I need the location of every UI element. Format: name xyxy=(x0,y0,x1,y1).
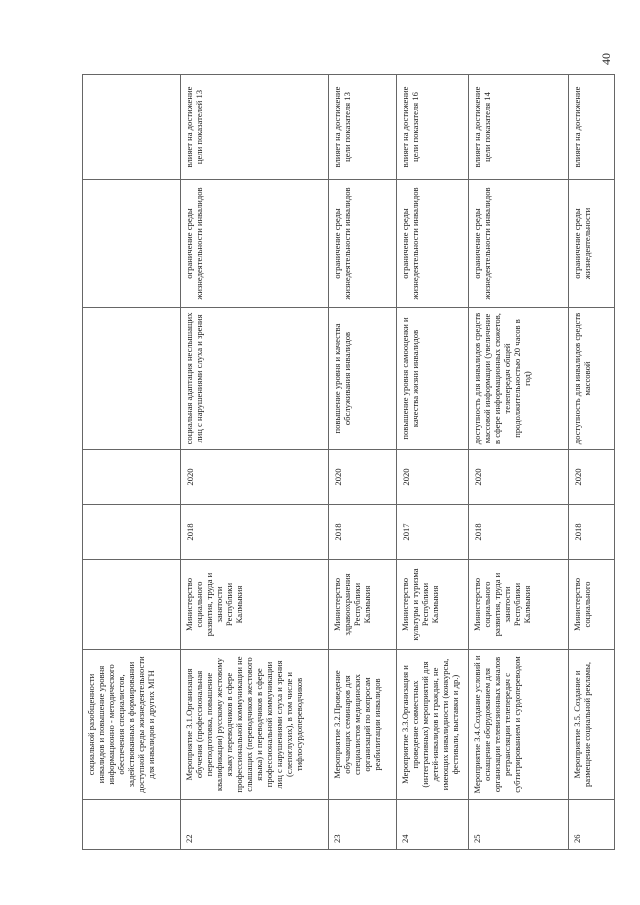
indicator-cell: влияет на достижение цели показателя 16 xyxy=(397,75,469,180)
program-events-table xyxy=(82,74,615,850)
event-cell: Мероприятие 3.1.Организация обучения (профессиональная переподготовка, повышение квалификации) русскому жестовому языку переводчиков в сфере профессиональной коммуникации не слышащих (переводчиков жестового языка) и переводчиков в сфере профессиональной коммуникации лиц с нарушениями слуха и зрения (слепоглухих), в том числе и тифлосурдопереводчиков xyxy=(181,650,329,800)
consequence-cell: ограничение среды жизнедеятельности инвалидов xyxy=(469,180,569,308)
end-year-cell: 2020 xyxy=(397,450,469,505)
result-cell: доступность для инвалидов средств массовой информации (увеличение в сфере информационных сюжетов, телепередач общей продолжительностью 20 часов в год) xyxy=(469,308,569,450)
result-cell: повышение уровня самооценки и качества жизни инвалидов xyxy=(397,308,469,450)
end-year-cell: 2020 xyxy=(181,450,329,505)
end-year-cell xyxy=(83,450,181,505)
table-row-continuation xyxy=(83,75,181,850)
event-cell: Мероприятие 3.3.Организация и проведение совместных (интегративных) мероприятий для детей-инвалидов и граждан, не имеющих инвалидности (конкурсы, фестивали, выставки и др.) xyxy=(397,650,469,800)
indicator-cell: влияет на достижение цели показателя 13 xyxy=(329,75,397,180)
start-year-cell: 2018 xyxy=(569,505,615,560)
start-year-cell xyxy=(83,505,181,560)
row-number: 26 xyxy=(569,800,615,850)
executor-cell: Министерство культуры и туризма Республики Калмыкия xyxy=(397,560,469,650)
row-number: 23 xyxy=(329,800,397,850)
indicator-cell xyxy=(83,75,181,180)
indicator-cell: влияет на достижение xyxy=(569,75,615,180)
indicator-cell: влияет на достижение цели показателя 14 xyxy=(469,75,569,180)
row-number: 24 xyxy=(397,800,469,850)
event-cell: Мероприятие 3.2.Проведение обучающих семинаров для специалистов медицинских организаций по вопросам реабилитации инвалидов xyxy=(329,650,397,800)
table-row xyxy=(569,75,615,850)
executor-cell: Министерство здравоохранения Республики Калмыкия xyxy=(329,560,397,650)
start-year-cell: 2017 xyxy=(397,505,469,560)
start-year-cell: 2018 xyxy=(329,505,397,560)
page-number: 40 xyxy=(599,53,613,65)
result-cell: доступность для инвалидов средств массовой xyxy=(569,308,615,450)
row-number: 25 xyxy=(469,800,569,850)
start-year-cell: 2018 xyxy=(469,505,569,560)
result-cell: повышение уровня и качества обслуживания инвалидов xyxy=(329,308,397,450)
consequence-cell: ограничение среды жизнедеятельности xyxy=(569,180,615,308)
event-cell: Мероприятие 3.4.Создание условий и оснащение оборудованием для организации телевизионных каналов ретрансляции телепередач с субтитрированием и сурдопереводом xyxy=(469,650,569,800)
table-row xyxy=(181,75,329,850)
table-row xyxy=(469,75,569,850)
result-cell: социальная адаптация неслышащих лиц с нарушениями слуха и зрения xyxy=(181,308,329,450)
consequence-cell: ограничение среды жизнедеятельности инвалидов xyxy=(329,180,397,308)
end-year-cell: 2020 xyxy=(569,450,615,505)
rotated-table-container xyxy=(82,75,614,850)
result-cell xyxy=(83,308,181,450)
end-year-cell: 2020 xyxy=(469,450,569,505)
executor-cell xyxy=(83,560,181,650)
consequence-cell xyxy=(83,180,181,308)
executor-cell: Министерство социального развития, труда и занятости Республики Калмыкия xyxy=(469,560,569,650)
event-cell: Мероприятие 3.5. Создание и размещение социальной рекламы, xyxy=(569,650,615,800)
event-cell: социальной разобщенности инвалидов и повышение уровня информационно - методического обеспечения специалистов, задействованных в формировании доступной среды жизнедеятельности для инвалидов и других МГН xyxy=(83,650,181,800)
start-year-cell: 2018 xyxy=(181,505,329,560)
consequence-cell: ограничение среды жизнедеятельности инвалидов xyxy=(181,180,329,308)
executor-cell: Министерство социального xyxy=(569,560,615,650)
row-number xyxy=(83,800,181,850)
end-year-cell: 2020 xyxy=(329,450,397,505)
executor-cell: Министерство социального развития, труда и занятости Республики Калмыкия xyxy=(181,560,329,650)
consequence-cell: ограничение среды жизнедеятельности инвалидов xyxy=(397,180,469,308)
table-row xyxy=(397,75,469,850)
table-row xyxy=(329,75,397,850)
indicator-cell: влияет на достижение цели показателей 13 xyxy=(181,75,329,180)
row-number: 22 xyxy=(181,800,329,850)
